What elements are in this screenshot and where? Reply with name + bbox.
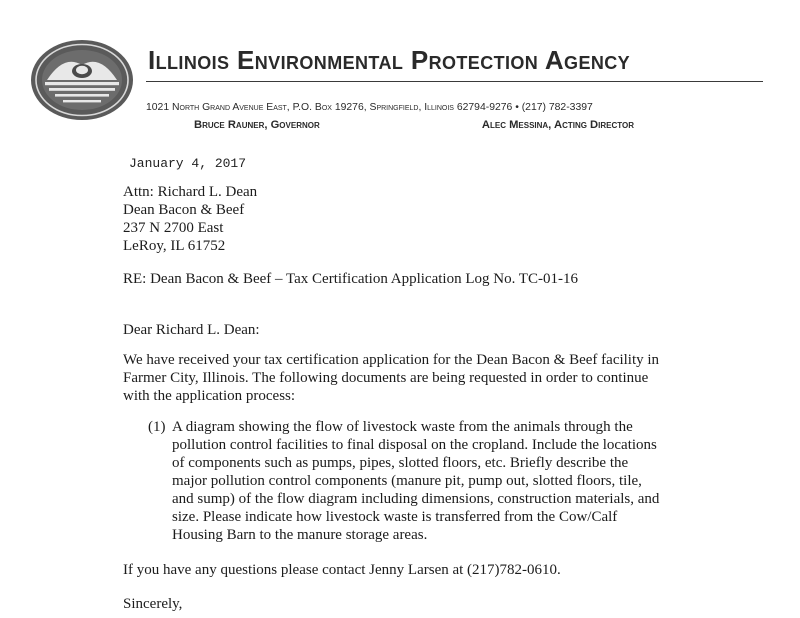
- list-item-line: and sump) of the flow diagram including dimensions, construction materials, and: [172, 491, 660, 507]
- contact-line: If you have any questions please contact Jenny Larsen at (217)782-0610.: [123, 562, 561, 578]
- list-item-line: Housing Barn to the manure storage areas.: [172, 527, 428, 543]
- agency-name: Illinois Environmental Protection Agency: [148, 45, 631, 75]
- list-item-line: of components such as pumps, pipes, slotted floors, etc. Briefly describe the: [172, 455, 629, 471]
- list-item-body: [172, 418, 692, 544]
- recipient-block: [123, 183, 257, 255]
- recipient-city: LeRoy, IL 61752: [123, 238, 226, 254]
- list-item-line: major pollution control components (manure pit, pump out, slotted floors, tile,: [172, 473, 642, 489]
- intro-line: with the application process:: [123, 388, 296, 404]
- re-line: RE: Dean Bacon & Beef – Tax Certification Application Log No. TC-01-16: [123, 271, 578, 287]
- list-item-line: size. Please indicate how livestock waste is transferred from the Cow/Calf: [172, 509, 618, 525]
- closing: Sincerely,: [123, 596, 183, 612]
- recipient-street: 237 N 2700 East: [123, 220, 224, 236]
- letter-date: January 4, 2017: [129, 156, 247, 171]
- recipient-company: Dean Bacon & Beef: [123, 202, 245, 218]
- list-item-line: A diagram showing the flow of livestock waste from the animals through the: [172, 419, 633, 435]
- director-name: Alec Messina, Acting Director: [481, 119, 634, 131]
- illinois-epa-seal-icon: [29, 38, 135, 122]
- recipient-attn: Attn: Richard L. Dean: [123, 184, 258, 200]
- intro-paragraph: [123, 351, 659, 405]
- officials-line: [194, 119, 634, 131]
- letterhead-rule: [146, 81, 763, 82]
- agency-address: 1021 North Grand Avenue East, P.O. Box 19276, Springfield, Illinois 62794-9276 • (217) 782-3397: [146, 102, 593, 113]
- intro-line: We have received your tax certification application for the Dean Bacon & Beef facility in: [123, 352, 660, 368]
- salutation: Dear Richard L. Dean:: [123, 322, 260, 338]
- governor-name: Bruce Rauner, Governor: [194, 119, 320, 131]
- intro-line: Farmer City, Illinois. The following documents are being requested in order to continue: [123, 370, 649, 386]
- list-item-number: (1): [148, 419, 166, 435]
- list-item-line: pollution control facilities to final disposal on the cropland. Include the locations: [172, 437, 657, 453]
